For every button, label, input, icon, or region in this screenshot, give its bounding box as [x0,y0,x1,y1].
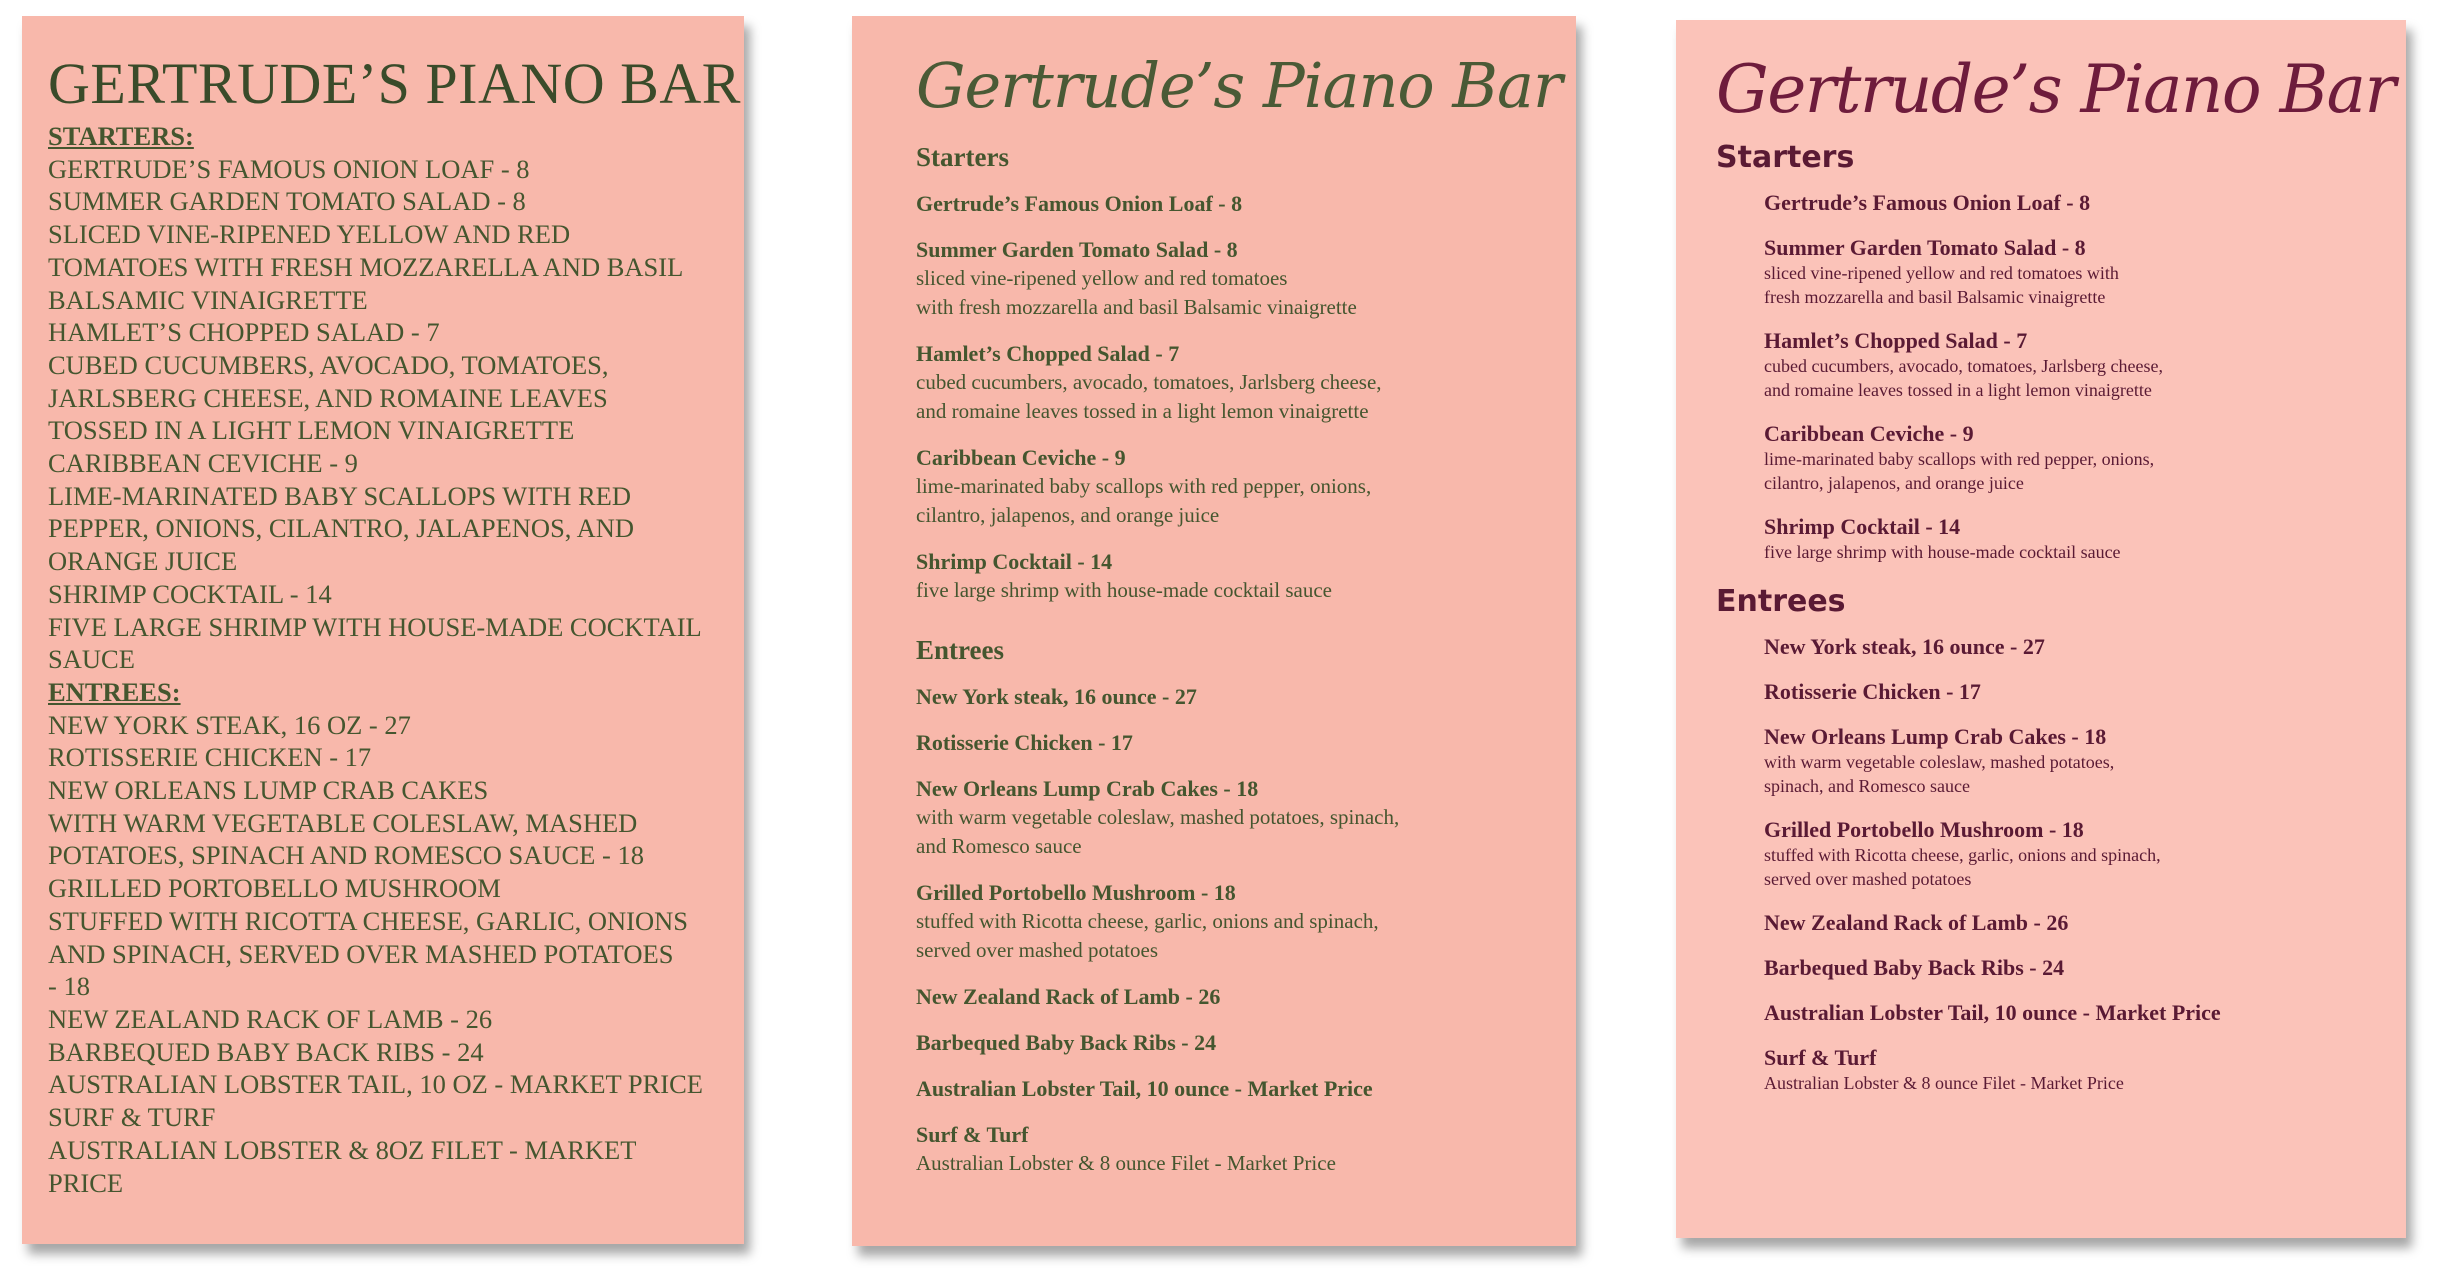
menu-item-name: Australian Lobster Tail, 10 ounce - Market Price [1764,1000,2221,1025]
menu-line: NEW ZEALAND RACK OF LAMB - 26 [48,1003,493,1034]
menu-line: SUMMER GARDEN TOMATO SALAD - 8 [48,186,526,217]
menu-item [1764,999,2406,1026]
menu-item-name: New Orleans Lump Crab Cakes - 18 [1764,724,2107,749]
menu-item-description: sliced vine-ripened yellow and red tomatoes with [1764,263,2119,283]
menu-line: JARLSBERG CHEESE, AND ROMAINE LEAVES [48,382,608,413]
menu-item-description: cilantro, jalapenos, and orange juice [916,503,1220,527]
starters-list [1716,189,2406,564]
menu-title: Gertrude’s Piano Bar [1716,51,2395,128]
menu-item-description: cubed cucumbers, avocado, tomatoes, Jarlsberg cheese, [916,370,1382,394]
menu-item-description: Australian Lobster & 8 ounce Filet - Market Price [916,1151,1336,1175]
section-heading-starters: Starters [1716,140,1855,175]
menu-line: CARIBBEAN CEVICHE - 9 [48,448,358,479]
menu-item-description: fresh mozzarella and basil Balsamic vinaigrette [1764,287,2106,307]
menu-item-name: Rotisserie Chicken - 17 [1764,679,1981,704]
menu-item-description: with warm vegetable coleslaw, mashed potatoes, [1764,752,2115,772]
menu-item [1764,954,2406,981]
menu-line: POTATOES, SPINACH AND ROMESCO SAUCE - 18 [48,840,644,871]
menu-line: - 18 [48,971,90,1002]
menu-line: PEPPER, ONIONS, CILANTRO, JALAPENOS, AND [48,513,635,544]
menu-item [916,1028,1576,1057]
menu-item [916,682,1576,711]
menu-line: SHRIMP COCKTAIL - 14 [48,578,332,609]
menu-item-description: lime-marinated baby scallops with red pepper, onions, [916,474,1372,498]
menu-item-name: New Zealand Rack of Lamb - 26 [916,984,1221,1009]
menu-line: WITH WARM VEGETABLE COLESLAW, MASHED [48,807,638,838]
menu-line: LIME-MARINATED BABY SCALLOPS WITH RED [48,480,631,511]
entrees-list [1716,633,2406,1095]
section-heading-entrees: Entrees [916,635,1004,665]
menu-item-description: cubed cucumbers, avocado, tomatoes, Jarlsberg cheese, [1764,356,2164,376]
section-heading-starters: Starters [916,142,1009,172]
menu-item-description: lime-marinated baby scallops with red pepper, onions, [1764,449,2155,469]
menu-card-plain [22,16,744,1244]
menu-item [1764,816,2406,891]
menu-item [916,547,1576,605]
menu-item [916,1120,1576,1178]
menu-line: SAUCE [48,644,135,675]
menu-item-name: Surf & Turf [1764,1045,1877,1070]
menu-item [916,1074,1576,1103]
menu-item [916,774,1576,861]
menu-item-name: Grilled Portobello Mushroom - 18 [1764,817,2084,842]
menu-item [1764,420,2406,495]
menu-item-description: and romaine leaves tossed in a light lemon vinaigrette [916,399,1369,423]
menu-item-name: Shrimp Cocktail - 14 [916,549,1113,574]
menu-item-name: Gertrude’s Famous Onion Loaf - 8 [1764,190,2091,215]
menu-item [916,339,1576,426]
menu-line: GRILLED PORTOBELLO MUSHROOM [48,873,501,904]
menu-line: STUFFED WITH RICOTTA CHEESE, GARLIC, ONIONS [48,905,689,936]
menu-item-name: Rotisserie Chicken - 17 [916,730,1133,755]
menu-line: SURF & TURF [48,1102,216,1133]
section-heading: ENTREES: [48,676,181,707]
menu-item-name: New York steak, 16 ounce - 27 [916,684,1197,709]
menu-item [1764,678,2406,705]
menu-item-name: New York steak, 16 ounce - 27 [1764,634,2045,659]
menu-item [916,982,1576,1011]
menu-line: HAMLET’S CHOPPED SALAD - 7 [48,317,440,348]
menu-title: GERTRUDE’S PIANO BAR [48,51,741,116]
menu-line: ROTISSERIE CHICKEN - 17 [48,742,372,773]
menu-item-description: spinach, and Romesco sauce [1764,776,1970,796]
menu-item [1764,1044,2406,1095]
menu-line: GERTRUDE’S FAMOUS ONION LOAF - 8 [48,153,530,184]
menu-item-description: sliced vine-ripened yellow and red tomatoes [916,266,1288,290]
menu-line: AUSTRALIAN LOBSTER & 8OZ FILET - MARKET [48,1134,637,1165]
menu-item-name: Caribbean Ceviche - 9 [916,445,1126,470]
section-heading: STARTERS: [48,121,194,151]
menu-line: CUBED CUCUMBERS, AVOCADO, TOMATOES, [48,349,609,380]
menu-item [1764,189,2406,216]
menu-line: AND SPINACH, SERVED OVER MASHED POTATOES [48,938,674,969]
menu-item [916,235,1576,322]
menu-line: TOMATOES WITH FRESH MOZZARELLA AND BASIL [48,251,684,282]
menu-item-description: and romaine leaves tossed in a light lemon vinaigrette [1764,380,2152,400]
menu-line: AUSTRALIAN LOBSTER TAIL, 10 OZ - MARKET PRICE [48,1069,703,1100]
menu-item-description: five large shrimp with house-made cocktail sauce [916,578,1332,602]
menu-item-description: stuffed with Ricotta cheese, garlic, onions and spinach, [916,909,1379,933]
menu-item-name: Hamlet’s Chopped Salad - 7 [1764,328,2028,353]
menu-item [1764,234,2406,309]
menu-item [1764,909,2406,936]
menu-item-name: Summer Garden Tomato Salad - 8 [1764,235,2086,260]
starters-list [916,189,1576,605]
menu-item-name: Gertrude’s Famous Onion Loaf - 8 [916,191,1243,216]
menu-item-name: Barbequed Baby Back Ribs - 24 [1764,955,2065,980]
menu-item-name: Hamlet’s Chopped Salad - 7 [916,341,1180,366]
menu-line: PRICE [48,1167,124,1198]
menu-item [916,443,1576,530]
menu-item-description: with warm vegetable coleslaw, mashed potatoes, spinach, [916,805,1400,829]
menu-card-final [1676,20,2406,1238]
menu-item-name: Summer Garden Tomato Salad - 8 [916,237,1238,262]
menu-card-styled [852,16,1576,1246]
menu-item [916,189,1576,218]
menu-item-description: served over mashed potatoes [916,938,1159,962]
menu-item-description: five large shrimp with house-made cocktail sauce [1764,542,2121,562]
menu-item-name: Caribbean Ceviche - 9 [1764,421,1974,446]
menu-line: BARBEQUED BABY BACK RIBS - 24 [48,1036,484,1067]
menu-line: TOSSED IN A LIGHT LEMON VINAIGRETTE [48,415,575,446]
menu-item-description: stuffed with Ricotta cheese, garlic, onions and spinach, [1764,845,2161,865]
menu-item-name: New Orleans Lump Crab Cakes - 18 [916,776,1259,801]
menu-line: BALSAMIC VINAIGRETTE [48,284,368,315]
menu-item-name: Shrimp Cocktail - 14 [1764,514,1961,539]
menu-item-name: Australian Lobster Tail, 10 ounce - Market Price [916,1076,1373,1101]
menu-line: NEW ORLEANS LUMP CRAB CAKES [48,775,489,806]
menu-item-description: with fresh mozzarella and basil Balsamic vinaigrette [916,295,1357,319]
menu-item-name: New Zealand Rack of Lamb - 26 [1764,910,2069,935]
menu-item-description: cilantro, jalapenos, and orange juice [1764,473,2024,493]
menu-line: NEW YORK STEAK, 16 OZ - 27 [48,709,411,740]
menu-title: Gertrude’s Piano Bar [916,49,1562,122]
menu-item-description: and Romesco sauce [916,834,1082,858]
menu-item [1764,723,2406,798]
menu-line: SLICED VINE-RIPENED YELLOW AND RED [48,219,571,250]
menu-item-name: Grilled Portobello Mushroom - 18 [916,880,1236,905]
menu-item [916,878,1576,965]
menu-item-name: Barbequed Baby Back Ribs - 24 [916,1030,1217,1055]
entrees-list [916,682,1576,1178]
menu-item-description: Australian Lobster & 8 ounce Filet - Market Price [1764,1073,2124,1093]
menu-item [1764,633,2406,660]
menu-item [916,728,1576,757]
section-heading-entrees: Entrees [1716,584,1846,619]
menu-item [1764,513,2406,564]
menu-line: FIVE LARGE SHRIMP WITH HOUSE-MADE COCKTAIL [48,611,702,642]
menu-item-name: Surf & Turf [916,1122,1029,1147]
menu-item [1764,327,2406,402]
menu-item-description: served over mashed potatoes [1764,869,1972,889]
menu-lines [48,120,744,1199]
menu-line: ORANGE JUICE [48,546,238,577]
